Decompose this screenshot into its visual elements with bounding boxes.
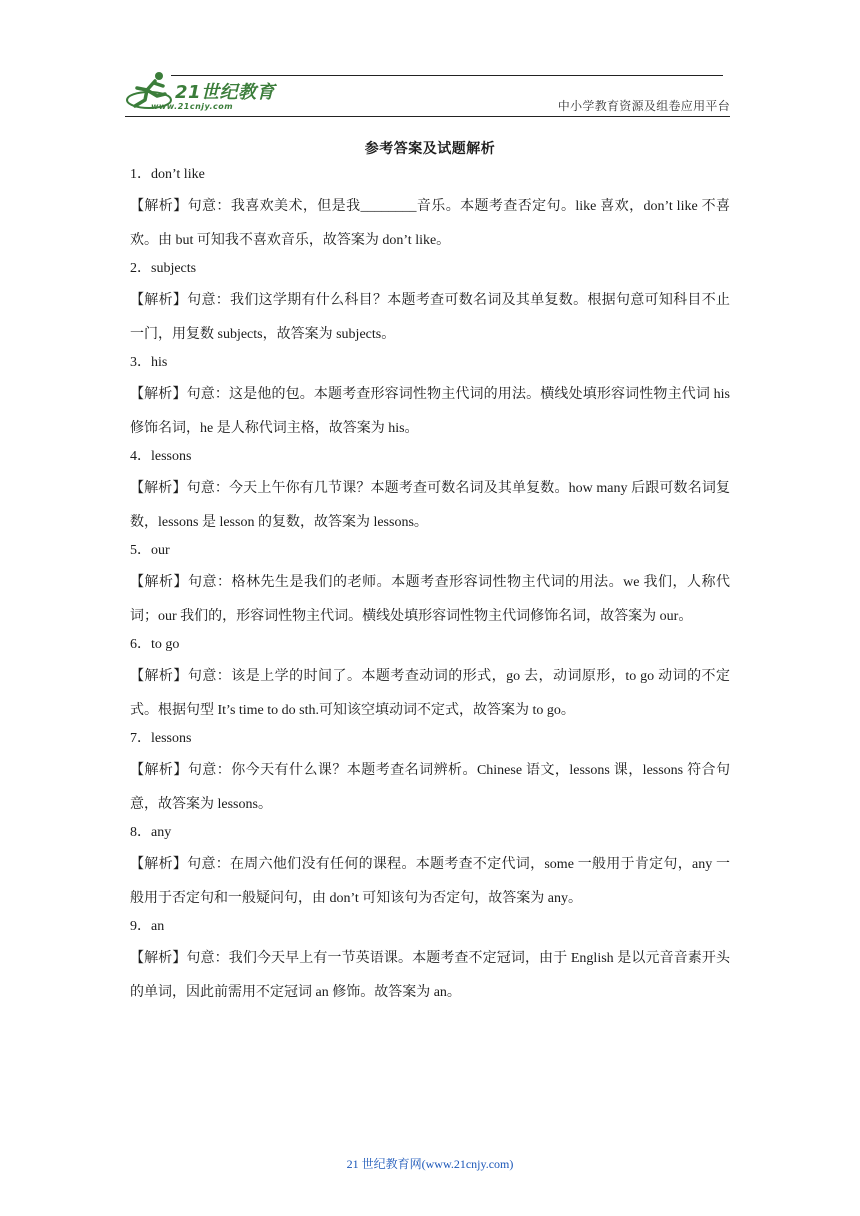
answer-item: [130, 822, 730, 916]
answer-text: 2．subjects: [130, 261, 197, 276]
answer-item: [130, 446, 730, 540]
analysis-text: 【解析】句意：我们这学期有什么科目？本题考查可数名词及其单复数。根据句意可知科目不止一门，用复数 subjects，故答案为 subjects。: [130, 293, 730, 342]
page-title: 参考答案及试题解析: [364, 142, 496, 157]
analysis-text: 【解析】句意：我们今天早上有一节英语课。本题考查不定冠词，由于 English 是以元音音素开头的单词，因此前需用不定冠词 an 修饰。故答案为 an。: [130, 951, 730, 1000]
site-logo: [125, 68, 295, 114]
answer-item: [130, 540, 730, 634]
logo-url: www.21cnjy.com: [151, 102, 234, 111]
logo-text: 21世纪教育: [175, 82, 276, 103]
answer-text: 8．any: [130, 825, 172, 840]
analysis-text: 【解析】句意：在周六他们没有任何的课程。本题考查不定代词，some 一般用于肯定句，any 一般用于否定句和一般疑问句，由 don’t 可知该句为否定句，故答案为 any。: [130, 857, 730, 906]
answer-text: 3．his: [130, 355, 168, 370]
analysis-text: 【解析】句意：该是上学的时间了。本题考查动词的形式，go 去，动词原形，to go 动词的不定式。根据句型 It’s time to do sth.可知该空填动词不定式，故答案为 to go。: [130, 669, 730, 718]
analysis-text: 【解析】句意：你今天有什么课？本题考查名词辨析。Chinese 语文，lessons 课，lessons 符合句意，故答案为 lessons。: [130, 763, 730, 812]
answer-item: [130, 728, 730, 822]
analysis-text: 【解析】句意：这是他的包。本题考查形容词性物主代词的用法。横线处填形容词性物主代词 his 修饰名词，he 是人称代词主格，故答案为 his。: [130, 387, 730, 436]
analysis-text: 【解析】句意：我喜欢美术，但是我________音乐。本题考查否定句。like 喜欢，don’t like 不喜欢。由 but 可知我不喜欢音乐，故答案为 don’t like。: [130, 199, 730, 248]
answer-item: [130, 258, 730, 352]
answer-item: [130, 164, 730, 258]
answer-text: 5．our: [130, 543, 170, 558]
analysis-text: 【解析】句意：格林先生是我们的老师。本题考查形容词性物主代词的用法。we 我们，人称代词；our 我们的，形容词性物主代词。横线处填形容词性物主代词修饰名词，故答案为 our。: [130, 575, 730, 624]
answer-text: 7．lessons: [130, 731, 192, 746]
answer-item: [130, 634, 730, 728]
platform-name: 中小学教育资源及组卷应用平台: [557, 99, 730, 113]
page-footer: 21 世纪教育网(www.21cnjy.com): [346, 1157, 514, 1171]
answer-text: 1．don’t like: [130, 167, 205, 182]
answer-item: [130, 916, 730, 1010]
answer-item: [130, 352, 730, 446]
answer-text: 4．lessons: [130, 449, 192, 464]
header-bottom-rule: [125, 116, 730, 117]
answer-list: [130, 164, 730, 1010]
page-header: [125, 66, 730, 122]
analysis-text: 【解析】句意：今天上午你有几节课？本题考查可数名词及其单复数。how many 后跟可数名词复数，lessons 是 lesson 的复数，故答案为 lessons。: [130, 481, 730, 530]
answer-text: 6．to go: [130, 637, 180, 652]
answer-text: 9．an: [130, 919, 165, 934]
